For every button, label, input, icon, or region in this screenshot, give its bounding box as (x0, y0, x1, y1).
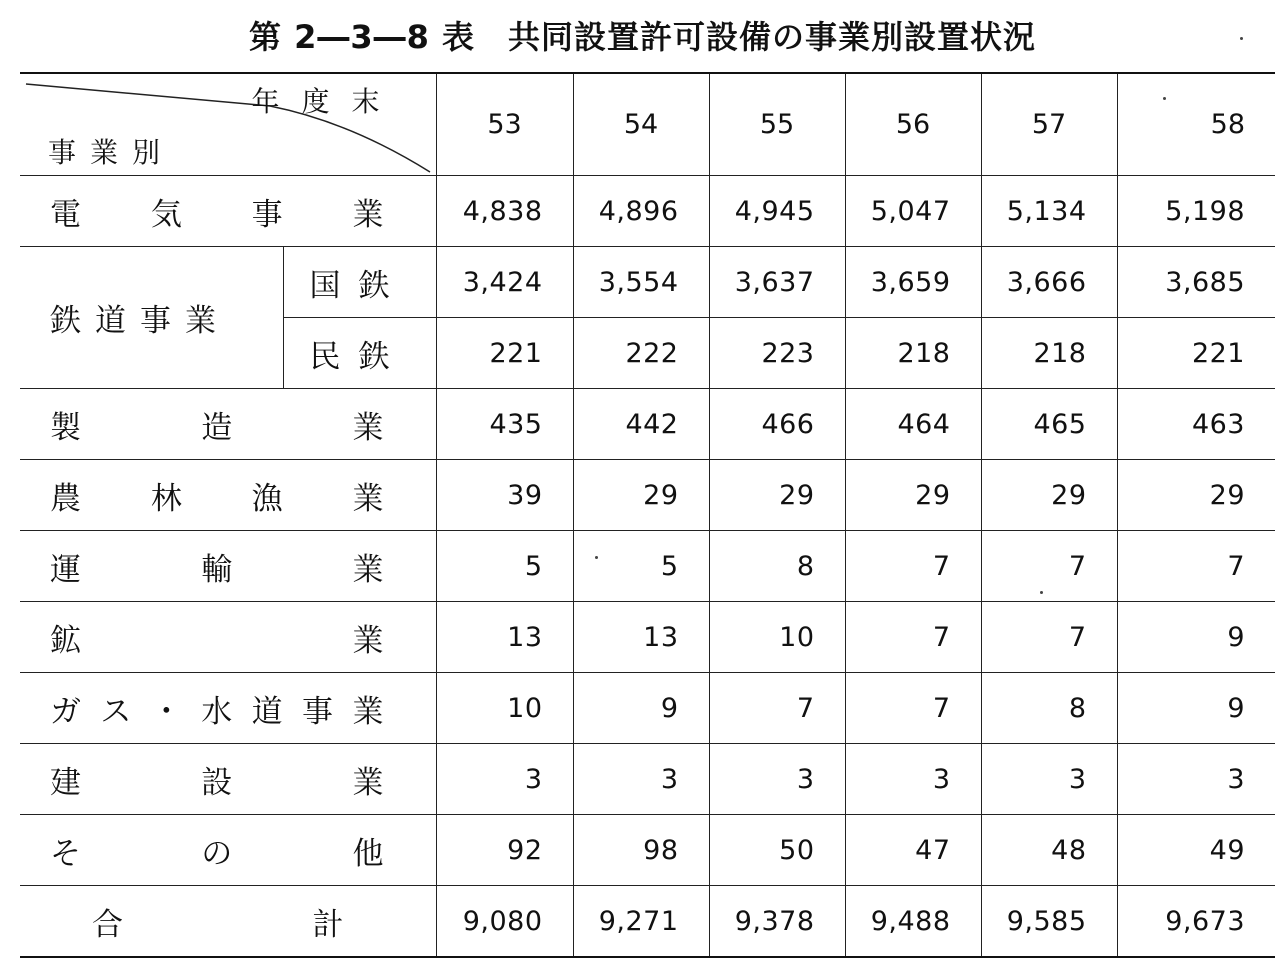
row-group-label-railway: 鉄道事業 (20, 247, 283, 389)
value-cell: 3 (573, 744, 709, 815)
value-cell: 3,554 (573, 247, 709, 318)
value-cell: 3 (1117, 744, 1275, 815)
table-row (20, 460, 1275, 531)
value-cell: 4,896 (573, 176, 709, 247)
value-cell: 3 (845, 744, 981, 815)
table-row (20, 531, 1275, 602)
scan-speck (1240, 37, 1243, 40)
table-row (20, 247, 1275, 318)
value-cell: 48 (981, 815, 1117, 886)
corner-business-type: 事業別 (48, 136, 175, 169)
value-cell: 5,198 (1117, 176, 1275, 247)
value-cell: 7 (845, 602, 981, 673)
corner-fiscal-year-end: 年度末 (251, 85, 402, 118)
value-cell: 29 (981, 460, 1117, 531)
header-row (20, 73, 1275, 176)
value-cell: 13 (573, 602, 709, 673)
value-cell: 39 (436, 460, 573, 531)
value-cell: 3 (436, 744, 573, 815)
row-label-transport: 運 輸 業 (20, 531, 436, 602)
value-cell: 9 (573, 673, 709, 744)
value-cell: 5 (436, 531, 573, 602)
value-cell: 29 (845, 460, 981, 531)
scan-speck (1040, 591, 1043, 594)
table-row (20, 815, 1275, 886)
scan-speck (595, 556, 598, 559)
value-cell: 221 (1117, 318, 1275, 389)
value-cell: 9,271 (573, 886, 709, 958)
value-cell: 7 (845, 673, 981, 744)
value-cell: 3,659 (845, 247, 981, 318)
value-cell: 98 (573, 815, 709, 886)
row-label-electric: 電 気 事 業 (20, 176, 436, 247)
value-cell: 442 (573, 389, 709, 460)
row-sublabel-private-railway: 民鉄 (283, 318, 436, 389)
table-row (20, 602, 1275, 673)
value-cell: 3,637 (709, 247, 845, 318)
value-cell: 10 (436, 673, 573, 744)
value-cell: 218 (845, 318, 981, 389)
table-row (20, 176, 1275, 247)
value-cell: 218 (981, 318, 1117, 389)
value-cell: 4,838 (436, 176, 573, 247)
table-row (20, 389, 1275, 460)
value-cell: 7 (981, 531, 1117, 602)
value-cell: 465 (981, 389, 1117, 460)
year-header: 53 (436, 73, 573, 176)
data-table (20, 72, 1275, 958)
value-cell: 9,488 (845, 886, 981, 958)
row-label-manufacturing: 製 造 業 (20, 389, 436, 460)
value-cell: 7 (981, 602, 1117, 673)
total-row (20, 886, 1275, 958)
value-cell: 92 (436, 815, 573, 886)
row-label-other: そ の 他 (20, 815, 436, 886)
value-cell: 4,945 (709, 176, 845, 247)
value-cell: 222 (573, 318, 709, 389)
value-cell: 3,685 (1117, 247, 1275, 318)
value-cell: 29 (573, 460, 709, 531)
value-cell: 5,134 (981, 176, 1117, 247)
table-row (20, 744, 1275, 815)
value-cell: 9,080 (436, 886, 573, 958)
value-cell: 7 (845, 531, 981, 602)
value-cell: 9,378 (709, 886, 845, 958)
scan-speck (1163, 97, 1166, 100)
value-cell: 29 (1117, 460, 1275, 531)
value-cell: 435 (436, 389, 573, 460)
value-cell: 50 (709, 815, 845, 886)
row-label-mining: 鉱 業 (20, 602, 436, 673)
row-sublabel-jnr: 国鉄 (283, 247, 436, 318)
value-cell: 463 (1117, 389, 1275, 460)
corner-header-cell (20, 73, 436, 176)
value-cell: 3 (709, 744, 845, 815)
row-label-gas-water: ガ ス ・ 水 道 事 業 (20, 673, 436, 744)
year-header: 55 (709, 73, 845, 176)
row-label-construction: 建 設 業 (20, 744, 436, 815)
value-cell: 3 (981, 744, 1117, 815)
table-row (20, 673, 1275, 744)
value-cell: 9,673 (1117, 886, 1275, 958)
row-label-total: 合 計 (20, 886, 436, 958)
value-cell: 9 (1117, 673, 1275, 744)
row-label-agriculture: 農 林 漁 業 (20, 460, 436, 531)
value-cell: 8 (709, 531, 845, 602)
value-cell: 5 (573, 531, 709, 602)
value-cell: 221 (436, 318, 573, 389)
year-header: 58 (1117, 73, 1275, 176)
value-cell: 3,424 (436, 247, 573, 318)
value-cell: 7 (1117, 531, 1275, 602)
year-header: 56 (845, 73, 981, 176)
value-cell: 13 (436, 602, 573, 673)
value-cell: 49 (1117, 815, 1275, 886)
value-cell: 9 (1117, 602, 1275, 673)
value-cell: 7 (709, 673, 845, 744)
value-cell: 9,585 (981, 886, 1117, 958)
value-cell: 29 (709, 460, 845, 531)
value-cell: 464 (845, 389, 981, 460)
value-cell: 5,047 (845, 176, 981, 247)
value-cell: 223 (709, 318, 845, 389)
table-title: 第 2―3―8 表 共同設置許可設備の事業別設置状況 (248, 18, 1037, 56)
value-cell: 3,666 (981, 247, 1117, 318)
value-cell: 8 (981, 673, 1117, 744)
year-header: 54 (573, 73, 709, 176)
value-cell: 10 (709, 602, 845, 673)
year-header: 57 (981, 73, 1117, 176)
value-cell: 47 (845, 815, 981, 886)
value-cell: 466 (709, 389, 845, 460)
